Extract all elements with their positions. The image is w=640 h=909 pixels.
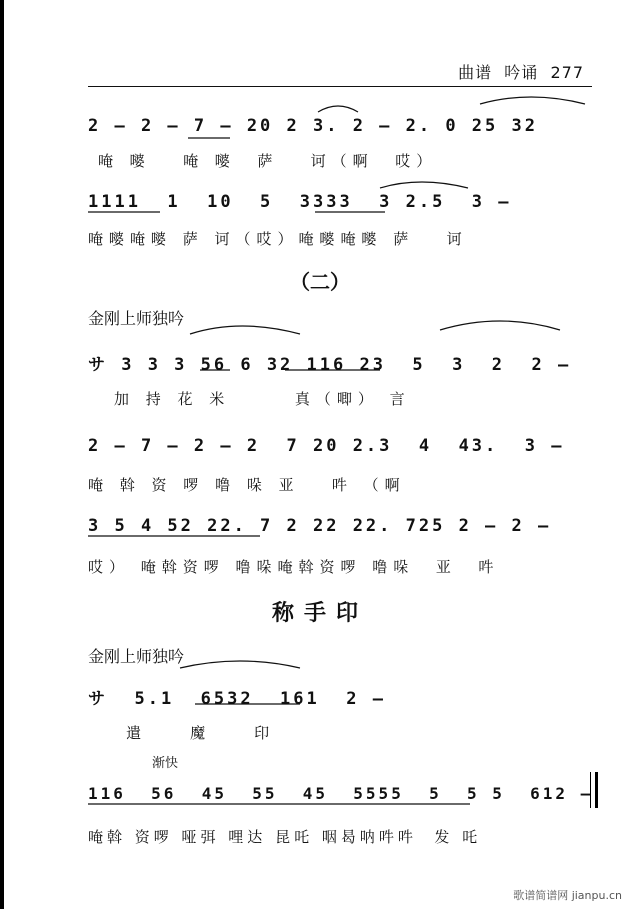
header-sub: 吟诵 (504, 63, 539, 82)
header-section: 曲谱 (458, 63, 493, 82)
notation-line: サ 5.1 6532 161 2 — (88, 689, 386, 709)
lyric-line: 唵 斡 资 啰 噜 哚 亚 吽 （啊 (88, 476, 406, 494)
slur-mark (380, 182, 468, 188)
slur-mark (190, 326, 300, 334)
lyric-line: 唵嘙唵嘙 萨 诃（哎）唵嘙唵嘙 萨 诃 (88, 230, 468, 248)
page-number: 277 (550, 63, 584, 82)
notation-line: 2 — 7 — 2 — 2 7 20 2.3 4 43. 3 — (88, 436, 565, 456)
source-label: 金刚上师独吟 (88, 309, 185, 328)
piece-title: 称手印 (271, 601, 368, 626)
notation-line: 1111 1 10 5 3333 3 2.5 3 — (88, 192, 512, 212)
notation-line: 116 56 45 55 45 5555 5 5 5 612 — (88, 784, 594, 803)
notation-line: 3 5 4 52 22. 7 2 22 22. 725 2 — 2 — (88, 516, 552, 536)
source-label: 金刚上师独吟 (88, 647, 185, 666)
slur-mark (480, 97, 585, 104)
watermark: 歌谱简谱网 jianpu.cn (513, 889, 622, 902)
slur-mark (180, 661, 300, 668)
notation-line: 2 — 2 — 7 — 20 2 3. 2 — 2. 0 25 32 (88, 116, 538, 136)
lyric-line: 加 持 花 米 真（唧） 言 (114, 390, 411, 408)
lyric-line: 唵 嘙 唵 嘙 萨 诃（啊 哎） (98, 152, 438, 170)
lyric-line: 唵斡 资啰 哑弭 哩达 昆吒 咽曷呐吽吽 发 吒 (88, 828, 482, 846)
lyric-line: 哎） 唵斡资啰 噜哚唵斡资啰 噜哚 亚 吽 (88, 558, 500, 576)
slur-mark (440, 321, 560, 330)
tempo-marking: 渐快 (152, 756, 179, 771)
slur-mark (318, 106, 358, 112)
section-label: （二） (290, 270, 350, 294)
lyric-line: 遣 魔 印 (126, 724, 276, 742)
notation-line: サ 3 3 3 56 6 32 116 23 5 3 2 2 — (88, 355, 572, 375)
